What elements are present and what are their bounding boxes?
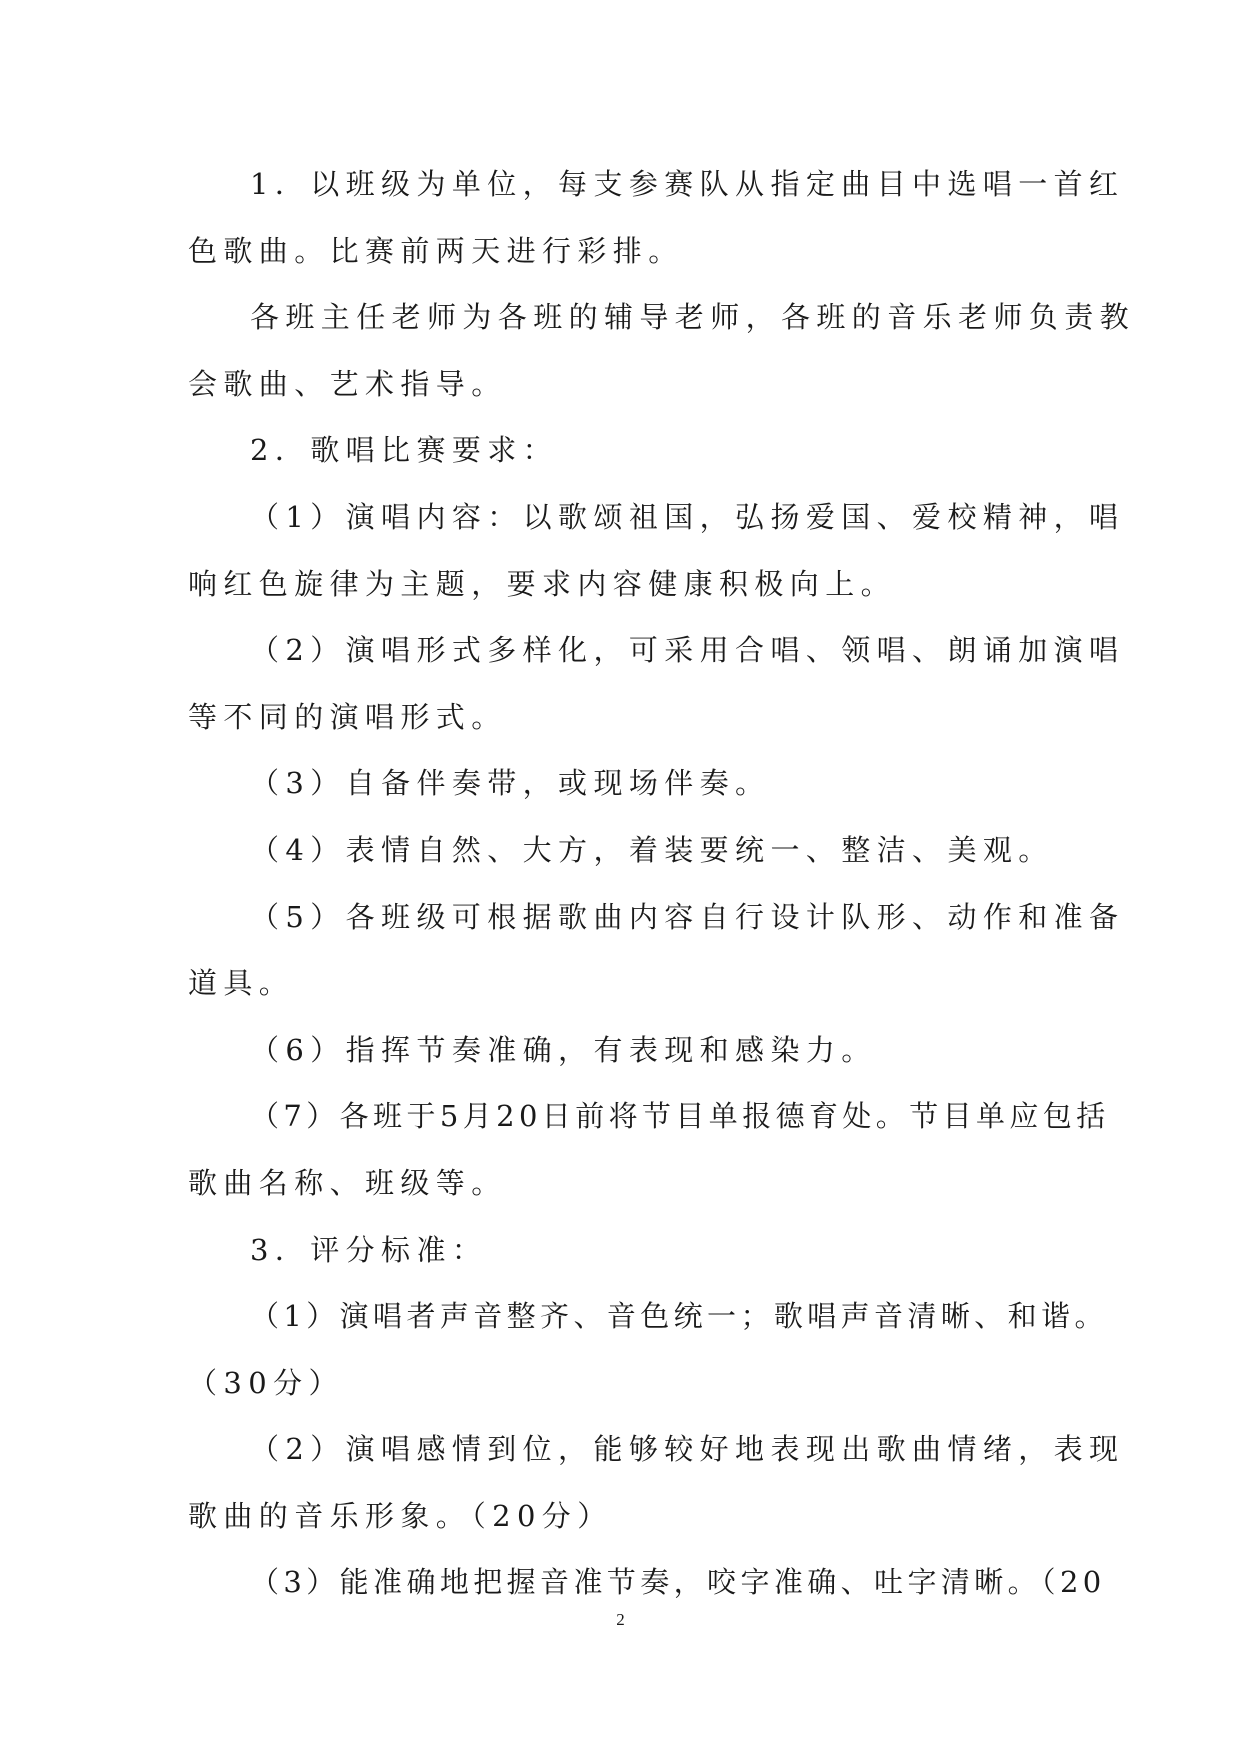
section-heading: 2．歌唱比赛要求： [250, 433, 559, 468]
text-line: （7）各班于5月20日前将节目单报德育处。节目单应包括 [250, 1099, 1110, 1134]
text-line: 各班主任老师为各班的辅导老师，各班的音乐老师负责教 [250, 300, 1136, 335]
text-line: 色歌曲。比赛前两天进行彩排。 [188, 233, 684, 268]
text-line: （4）表情自然、大方，着装要统一、整洁、美观。 [250, 832, 1054, 867]
text-line: （30分） [188, 1365, 344, 1400]
text-line: （1）演唱者声音整齐、音色统一；歌唱声音清晰、和谐。 [250, 1299, 1108, 1334]
text-line: 1．以班级为单位，每支参赛队从指定曲目中选唱一首红 [250, 167, 1125, 201]
text-line: （2）演唱形式多样化，可采用合唱、领唱、朗诵加演唱 [250, 633, 1125, 668]
text-line: 歌曲的音乐形象。（20分） [188, 1498, 613, 1533]
text-line: （3）能准确地把握音准节奏，咬字准确、吐字清晰。（20 [250, 1565, 1106, 1600]
text-line: 等不同的演唱形式。 [188, 699, 507, 734]
page-number: 2 [616, 1610, 625, 1629]
text-line: （1）演唱内容：以歌颂祖国，弘扬爱国、爱校精神，唱 [250, 499, 1125, 534]
section-heading: 3．评分标准： [250, 1232, 488, 1267]
text-line: （3）自备伴奏带，或现场伴奏。 [250, 766, 771, 801]
text-line: （5）各班级可根据歌曲内容自行设计队形、动作和准备 [250, 899, 1125, 934]
text-line: （6）指挥节奏准确，有表现和感染力。 [250, 1032, 877, 1067]
text-line: （2）演唱感情到位，能够较好地表现出歌曲情绪，表现 [250, 1432, 1125, 1467]
text-line: 响红色旋律为主题，要求内容健康积极向上。 [188, 566, 897, 601]
text-line: 道具。 [188, 966, 295, 1001]
document-body [188, 158, 1136, 1623]
text-line: 歌曲名称、班级等。 [188, 1165, 507, 1200]
text-line: 会歌曲、艺术指导。 [188, 366, 507, 401]
